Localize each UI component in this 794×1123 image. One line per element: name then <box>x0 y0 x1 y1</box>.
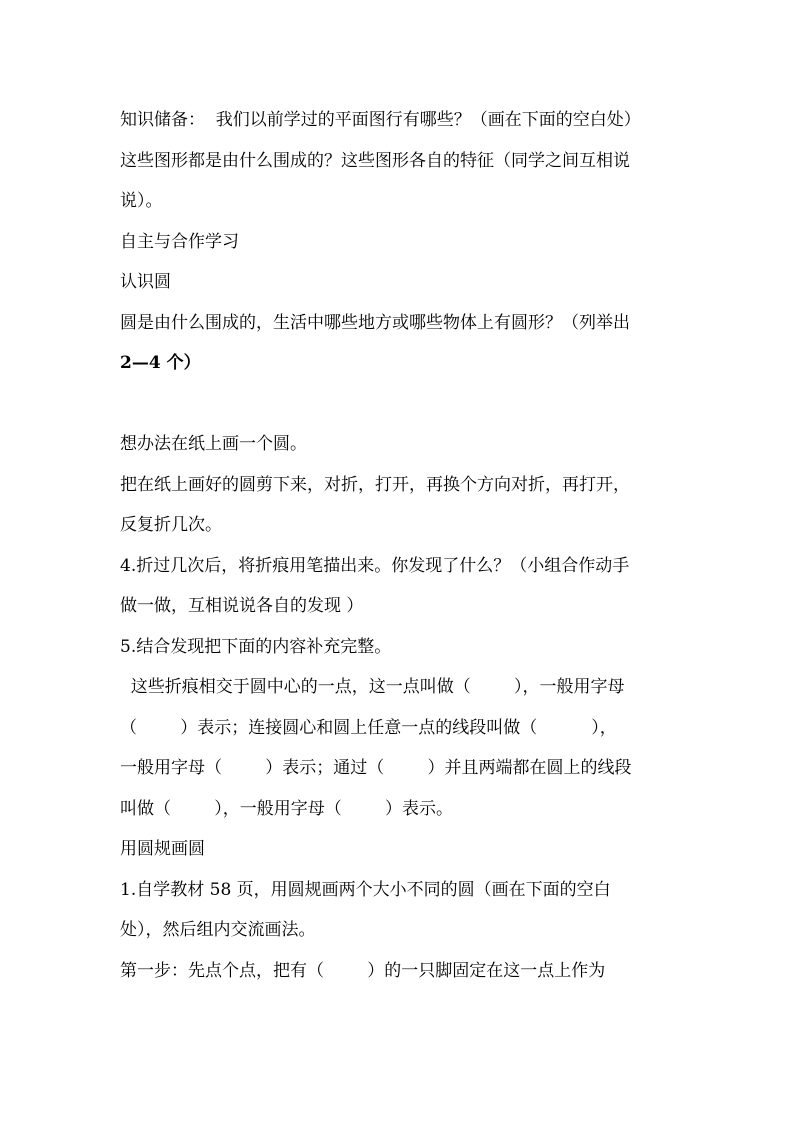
text-line-compass-item-1-end: 处），然后组内交流画法。 <box>120 920 316 940</box>
text-line-item-5: 5.结合发现把下面的内容补充完整。 <box>120 636 392 657</box>
document-body <box>120 100 680 991</box>
text-line-circle-question: 圆是由什么围成的，生活中哪些地方或哪些物体上有圆形？（列举出 <box>120 312 630 333</box>
text-line-draw-circle: 想办法在纸上画一个圆。 <box>120 434 307 454</box>
section-heading-know-circle: 认识圆 <box>120 272 171 292</box>
fill-blank-line-1: 这些折痕相交于圆中心的一点，这一点叫做（ ），一般用字母 <box>120 677 625 697</box>
blank-line <box>120 384 680 425</box>
text-line-item-4: 4.折过几次后，将折痕用笔描出来。你发现了什么？（小组合作动手 <box>120 555 630 576</box>
text-line-circle-question-end: 2—4 个） <box>120 353 201 373</box>
text-line-figures-question-end: 说）。 <box>120 191 163 211</box>
text-line-compass-item-1: 1.自学教材 58 页，用圆规画两个大小不同的圆（画在下面的空白 <box>120 879 611 900</box>
text-line-figures-question: 这些图形都是由什么围成的？这些图形各自的特征（同学之间互相说 <box>120 150 630 171</box>
fill-blank-line-4: 叫做（ ），一般用字母（ ）表示。 <box>120 798 453 819</box>
text-line-cut-fold-end: 反复折几次。 <box>120 515 222 535</box>
text-line-item-4-end: 做一做，互相说说各自的发现 ） <box>120 596 364 616</box>
section-heading-compass: 用圆规画圆 <box>120 839 205 859</box>
fill-blank-line-2: （ ）表示；连接圆心和圆上任意一点的线段叫做（ ）， <box>120 717 617 738</box>
text-line-knowledge-reserve: 知识储备： 我们以前学过的平面图行有哪些？（画在下面的空白处） <box>120 110 641 130</box>
text-line-cut-fold: 把在纸上画好的圆剪下来，对折，打开，再换个方向对折，再打开， <box>120 474 630 495</box>
section-heading-self-study: 自主与合作学习 <box>120 231 239 252</box>
fill-blank-line-3: 一般用字母（ ）表示；通过（ ）并且两端都在圆上的线段 <box>120 758 632 778</box>
text-line-step-one: 第一步：先点个点，把有（ ）的一只脚固定在这一点上作为 <box>120 960 606 981</box>
